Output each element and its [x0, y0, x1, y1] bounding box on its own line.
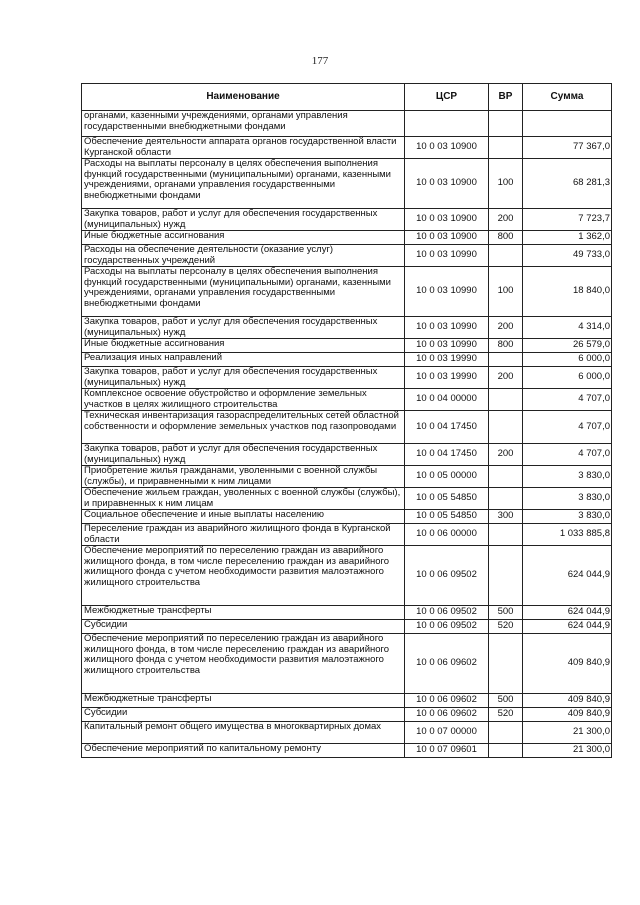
row-sum-cell: 6 000,0 — [523, 353, 612, 367]
row-vr-cell — [489, 546, 523, 606]
row-vr-cell — [489, 722, 523, 744]
row-vr-cell: 520 — [489, 620, 523, 634]
row-sum-cell: 1 362,0 — [523, 231, 612, 245]
table-row — [82, 510, 612, 524]
row-csr-cell: 10 0 07 09601 — [405, 744, 489, 758]
row-sum-cell: 49 733,0 — [523, 245, 612, 267]
row-name-cell: Капитальный ремонт общего имущества в многоквартирных домах — [82, 722, 405, 744]
row-csr-cell: 10 0 04 00000 — [405, 389, 489, 411]
table-row — [82, 444, 612, 466]
row-vr-cell — [489, 111, 523, 137]
row-sum-cell: 624 044,9 — [523, 620, 612, 634]
table-row — [82, 339, 612, 353]
row-vr-cell — [489, 744, 523, 758]
row-name-cell: Обеспечение мероприятий по переселению граждан из аварийного жилищного фонда, в том числе переселению граждан из аварийного жилищного фонда с учетом необходимости развития малоэтажного жилищного строительства — [82, 546, 405, 606]
row-csr-cell: 10 0 03 10990 — [405, 339, 489, 353]
row-csr-cell: 10 0 03 19990 — [405, 367, 489, 389]
row-csr-cell: 10 0 04 17450 — [405, 411, 489, 444]
row-csr-cell: 10 0 03 10990 — [405, 245, 489, 267]
row-vr-cell — [489, 488, 523, 510]
table-row — [82, 708, 612, 722]
row-vr-cell: 800 — [489, 231, 523, 245]
row-sum-cell: 3 830,0 — [523, 466, 612, 488]
table-row — [82, 411, 612, 444]
row-name-cell: Социальное обеспечение и иные выплаты населению — [82, 510, 405, 524]
row-csr-cell: 10 0 03 10990 — [405, 317, 489, 339]
row-name-cell: Обеспечение мероприятий по переселению граждан из аварийного жилищного фонда, в том числе переселению граждан из аварийного жилищного фонда с учетом необходимости развития малоэтажного жилищного строительства — [82, 634, 405, 694]
row-name-cell: Иные бюджетные ассигнования — [82, 231, 405, 245]
row-name-cell: Закупка товаров, работ и услуг для обеспечения государственных (муниципальных) нужд — [82, 317, 405, 339]
table-row — [82, 488, 612, 510]
row-csr-cell: 10 0 03 10900 — [405, 159, 489, 209]
table-row — [82, 546, 612, 606]
table-row — [82, 634, 612, 694]
row-vr-cell — [489, 137, 523, 159]
row-sum-cell: 26 579,0 — [523, 339, 612, 353]
row-name-cell: Обеспечение деятельности аппарата органов государственной власти Курганской области — [82, 137, 405, 159]
row-csr-cell: 10 0 05 54850 — [405, 488, 489, 510]
table-row — [82, 137, 612, 159]
row-name-cell: Расходы на обеспечение деятельности (оказание услуг) государственных учреждений — [82, 245, 405, 267]
table-row — [82, 466, 612, 488]
row-csr-cell: 10 0 06 09602 — [405, 708, 489, 722]
row-csr-cell: 10 0 05 54850 — [405, 510, 489, 524]
budget-table — [81, 83, 612, 758]
table-row — [82, 159, 612, 209]
row-vr-cell: 100 — [489, 159, 523, 209]
table-row — [82, 209, 612, 231]
row-name-cell: Межбюджетные трансферты — [82, 694, 405, 708]
row-vr-cell — [489, 634, 523, 694]
row-sum-cell: 4 314,0 — [523, 317, 612, 339]
row-csr-cell: 10 0 06 09602 — [405, 694, 489, 708]
row-name-cell: Переселение граждан из аварийного жилищного фонда в Курганской области — [82, 524, 405, 546]
row-sum-cell: 6 000,0 — [523, 367, 612, 389]
table-body — [82, 111, 612, 758]
table-row — [82, 245, 612, 267]
row-vr-cell: 300 — [489, 510, 523, 524]
row-name-cell: Расходы на выплаты персоналу в целях обеспечения выполнения функций государственными (муниципальными) органами, казенными учреждениями, органами управления государственными внебюджетными фондами — [82, 159, 405, 209]
row-sum-cell — [523, 111, 612, 137]
table-row — [82, 111, 612, 137]
row-csr-cell: 10 0 06 00000 — [405, 524, 489, 546]
row-csr-cell — [405, 111, 489, 137]
row-sum-cell: 409 840,9 — [523, 694, 612, 708]
row-sum-cell: 624 044,9 — [523, 606, 612, 620]
row-name-cell: Приобретение жилья гражданами, уволенными с военной службы (службы), и приравненными к ним лицами — [82, 466, 405, 488]
row-vr-cell: 200 — [489, 367, 523, 389]
table-row — [82, 367, 612, 389]
table-row — [82, 267, 612, 317]
row-vr-cell: 800 — [489, 339, 523, 353]
row-name-cell: Реализация иных направлений — [82, 353, 405, 367]
table-row — [82, 231, 612, 245]
row-sum-cell: 68 281,3 — [523, 159, 612, 209]
column-header-sum: Сумма — [523, 84, 612, 111]
table-row — [82, 353, 612, 367]
row-vr-cell: 500 — [489, 694, 523, 708]
row-vr-cell — [489, 353, 523, 367]
row-vr-cell: 500 — [489, 606, 523, 620]
row-sum-cell: 409 840,9 — [523, 708, 612, 722]
row-name-cell: Комплексное освоение обустройство и оформление земельных участков в целях жилищного строительства — [82, 389, 405, 411]
row-sum-cell: 3 830,0 — [523, 488, 612, 510]
row-vr-cell: 200 — [489, 209, 523, 231]
row-name-cell: Техническая инвентаризация газораспределительных сетей областной собственности и оформление земельных участков под газопроводами — [82, 411, 405, 444]
page-number: 177 — [311, 55, 329, 67]
row-csr-cell: 10 0 06 09502 — [405, 620, 489, 634]
row-csr-cell: 10 0 03 19990 — [405, 353, 489, 367]
row-sum-cell: 409 840,9 — [523, 634, 612, 694]
row-name-cell: Субсидии — [82, 620, 405, 634]
row-name-cell: Субсидии — [82, 708, 405, 722]
table-header-row — [82, 84, 612, 111]
table-row — [82, 620, 612, 634]
table-row — [82, 722, 612, 744]
row-sum-cell: 4 707,0 — [523, 444, 612, 466]
row-vr-cell — [489, 389, 523, 411]
table-row — [82, 524, 612, 546]
row-csr-cell: 10 0 03 10990 — [405, 267, 489, 317]
row-sum-cell: 3 830,0 — [523, 510, 612, 524]
row-name-cell: органами, казенными учреждениями, органами управления государственными внебюджетными фондами — [82, 111, 405, 137]
table-row — [82, 744, 612, 758]
row-sum-cell: 624 044,9 — [523, 546, 612, 606]
table-row — [82, 317, 612, 339]
row-name-cell: Закупка товаров, работ и услуг для обеспечения государственных (муниципальных) нужд — [82, 444, 405, 466]
row-sum-cell: 77 367,0 — [523, 137, 612, 159]
row-vr-cell: 520 — [489, 708, 523, 722]
row-name-cell: Расходы на выплаты персоналу в целях обеспечения выполнения функций государственными (муниципальными) органами, казенными учреждениями, органами управления государственными внебюджетными фондами — [82, 267, 405, 317]
row-sum-cell: 7 723,7 — [523, 209, 612, 231]
row-csr-cell: 10 0 06 09502 — [405, 606, 489, 620]
row-name-cell: Иные бюджетные ассигнования — [82, 339, 405, 353]
row-vr-cell: 100 — [489, 267, 523, 317]
table-row — [82, 606, 612, 620]
row-name-cell: Обеспечение мероприятий по капитальному ремонту — [82, 744, 405, 758]
row-vr-cell — [489, 411, 523, 444]
row-name-cell: Закупка товаров, работ и услуг для обеспечения государственных (муниципальных) нужд — [82, 209, 405, 231]
column-header-csr: ЦСР — [405, 84, 489, 111]
row-sum-cell: 4 707,0 — [523, 411, 612, 444]
row-name-cell: Обеспечение жильем граждан, уволенных с военной службы (службы), и приравненных к ним лицам — [82, 488, 405, 510]
row-csr-cell: 10 0 03 10900 — [405, 137, 489, 159]
row-name-cell: Закупка товаров, работ и услуг для обеспечения государственных (муниципальных) нужд — [82, 367, 405, 389]
row-sum-cell: 21 300,0 — [523, 722, 612, 744]
row-csr-cell: 10 0 03 10900 — [405, 231, 489, 245]
row-vr-cell — [489, 466, 523, 488]
table-row — [82, 694, 612, 708]
row-sum-cell: 21 300,0 — [523, 744, 612, 758]
row-csr-cell: 10 0 04 17450 — [405, 444, 489, 466]
row-csr-cell: 10 0 06 09602 — [405, 634, 489, 694]
table-row — [82, 389, 612, 411]
row-sum-cell: 18 840,0 — [523, 267, 612, 317]
row-vr-cell: 200 — [489, 317, 523, 339]
row-vr-cell — [489, 524, 523, 546]
column-header-name: Наименование — [82, 84, 405, 111]
row-csr-cell: 10 0 06 09502 — [405, 546, 489, 606]
column-header-vr: ВР — [489, 84, 523, 111]
row-csr-cell: 10 0 03 10900 — [405, 209, 489, 231]
row-sum-cell: 1 033 885,8 — [523, 524, 612, 546]
row-csr-cell: 10 0 05 00000 — [405, 466, 489, 488]
row-vr-cell: 200 — [489, 444, 523, 466]
row-name-cell: Межбюджетные трансферты — [82, 606, 405, 620]
row-csr-cell: 10 0 07 00000 — [405, 722, 489, 744]
row-sum-cell: 4 707,0 — [523, 389, 612, 411]
row-vr-cell — [489, 245, 523, 267]
